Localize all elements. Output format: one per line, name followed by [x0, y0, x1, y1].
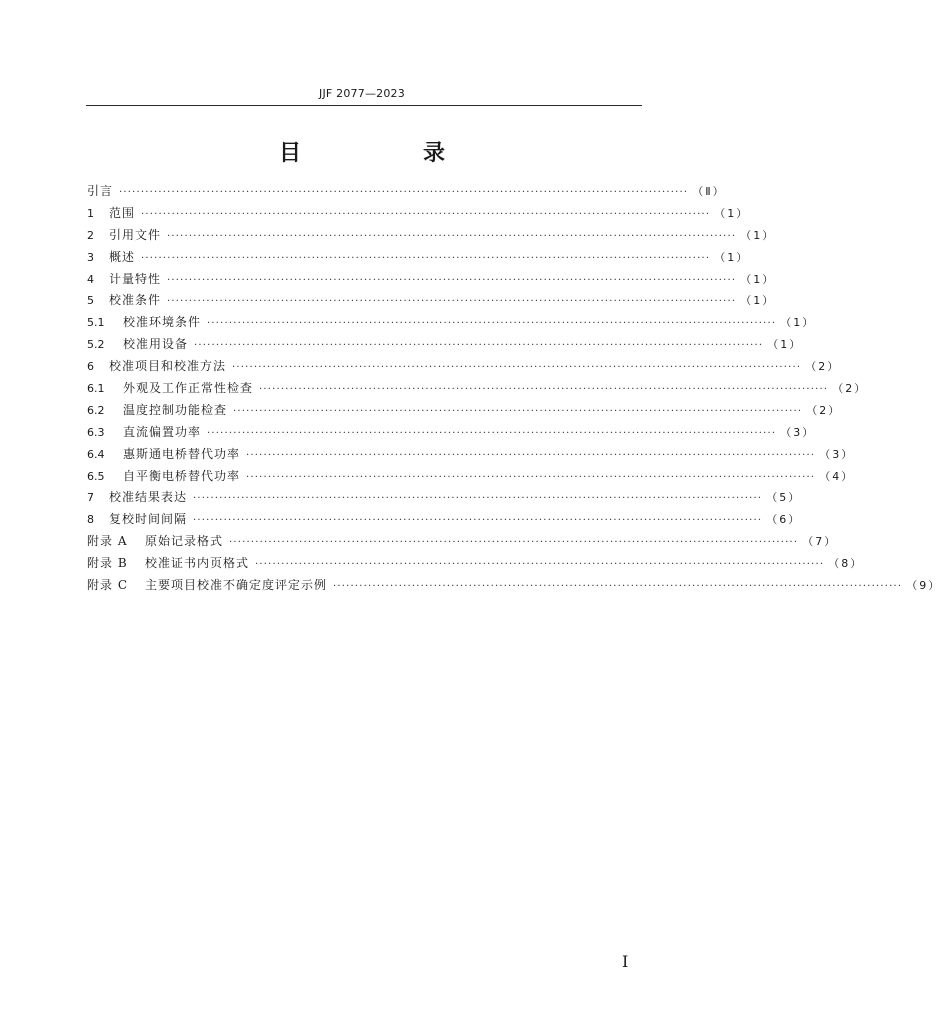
toc-entry-4[interactable] [87, 269, 776, 291]
toc-label: 主要项目校准不确定度评定示例 [145, 578, 328, 593]
toc-page-ref: （Ⅱ） [692, 185, 726, 198]
toc-number: 6.4 [87, 447, 105, 461]
toc-entry-5-1[interactable] [87, 312, 816, 334]
toc-label: 概述 [109, 249, 136, 264]
toc-number: 6.2 [87, 403, 105, 417]
toc-dot-leader: ·································································································································· [193, 493, 763, 505]
toc-number: 4 [87, 272, 94, 286]
page-title: 目 录 [278, 141, 495, 166]
toc-entry-6-2[interactable] [87, 400, 842, 422]
toc-dot-leader: ·································································································································· [229, 537, 799, 549]
toc-page-ref: （3） [819, 447, 855, 461]
toc-dot-leader: ·································································································································· [167, 274, 737, 286]
toc-entry-appendix-c[interactable] [87, 575, 941, 597]
toc-dot-leader: ·································································································································· [207, 318, 777, 330]
toc-dot-leader: ·································································································································· [141, 208, 711, 220]
toc-label: 复校时间间隔 [109, 512, 188, 527]
toc-label: 自平衡电桥替代功率 [123, 468, 241, 483]
toc-number: 5.2 [87, 338, 105, 352]
toc-label: 直流偏置功率 [123, 424, 202, 439]
toc-page-ref: （1） [767, 338, 803, 352]
toc-entry-appendix-a[interactable] [87, 531, 838, 553]
standard-code: JJF 2077—2023 [319, 87, 405, 100]
toc-page-ref: （1） [780, 316, 816, 330]
toc-entry-appendix-b[interactable] [87, 553, 864, 575]
toc-label: 引用文件 [109, 227, 162, 242]
toc-number: 6.5 [87, 469, 105, 483]
toc-label: 校准用设备 [123, 337, 189, 352]
toc-entry-6-1[interactable] [87, 378, 868, 400]
toc-dot-leader: ·································································································································· [246, 471, 816, 483]
toc-page-ref: （9） [906, 579, 941, 593]
toc-page-ref: （1） [740, 228, 776, 242]
table-of-contents [87, 181, 941, 597]
toc-dot-leader: ·································································································································· [193, 515, 763, 527]
toc-dot-leader: ·································································································································· [255, 559, 825, 571]
toc-label: 校准条件 [109, 293, 162, 308]
toc-number: 8 [87, 513, 94, 527]
toc-number: 5 [87, 294, 94, 308]
toc-entry-1[interactable] [87, 203, 750, 225]
toc-page-ref: （7） [802, 535, 838, 549]
toc-number: 3 [87, 250, 94, 264]
toc-label: 范围 [109, 205, 136, 220]
toc-dot-leader: ·································································································································· [232, 362, 802, 374]
toc-page-ref: （2） [805, 360, 841, 374]
toc-label: 温度控制功能检查 [123, 402, 228, 417]
toc-entry-7[interactable] [87, 487, 802, 509]
toc-entry-6[interactable] [87, 356, 841, 378]
toc-number: 1 [87, 206, 94, 220]
toc-label: 校准结果表达 [109, 490, 188, 505]
toc-number: 6.1 [87, 382, 105, 396]
toc-page-ref: （3） [780, 425, 816, 439]
toc-entry-6-5[interactable] [87, 466, 855, 488]
toc-dot-leader: ·································································································································· [194, 340, 764, 352]
toc-label: 引言 [87, 184, 114, 198]
toc-page-ref: （5） [766, 491, 802, 505]
toc-entry-6-3[interactable] [87, 422, 816, 444]
toc-page-ref: （8） [828, 557, 864, 571]
toc-dot-leader: ·································································································································· [246, 449, 816, 461]
toc-page-ref: （2） [806, 403, 842, 417]
header-divider [86, 105, 642, 106]
toc-number: 附录 A [87, 534, 128, 549]
toc-label: 原始记录格式 [145, 534, 224, 549]
toc-label: 校准环境条件 [123, 315, 202, 330]
toc-number: 附录 B [87, 556, 128, 571]
toc-entry-2[interactable] [87, 225, 776, 247]
toc-dot-leader: ·································································································································· [207, 427, 777, 439]
toc-dot-leader: ·································································································································· [167, 296, 737, 308]
toc-page-ref: （1） [714, 250, 750, 264]
toc-number: 7 [87, 491, 94, 505]
toc-label: 计量特性 [109, 271, 162, 286]
toc-number: 6 [87, 360, 94, 374]
toc-page-ref: （1） [740, 272, 776, 286]
toc-number: 2 [87, 228, 94, 242]
toc-page-ref: （1） [740, 294, 776, 308]
toc-entry-5[interactable] [87, 290, 776, 312]
toc-number: 5.1 [87, 316, 105, 330]
toc-label: 外观及工作正常性检查 [123, 381, 254, 396]
toc-dot-leader: ·································································································································· [119, 187, 689, 198]
toc-dot-leader: ·································································································································· [233, 405, 803, 417]
toc-dot-leader: ·································································································································· [333, 581, 903, 593]
toc-number: 附录 C [87, 578, 128, 593]
toc-page-ref: （1） [714, 206, 750, 220]
toc-entry-3[interactable] [87, 247, 750, 269]
toc-entry-5-2[interactable] [87, 334, 803, 356]
toc-page-ref: （2） [832, 382, 868, 396]
toc-label: 惠斯通电桥替代功率 [123, 446, 241, 461]
toc-page-ref: （4） [819, 469, 855, 483]
toc-dot-leader: ·································································································································· [259, 384, 829, 396]
toc-entry-foreword[interactable] [87, 181, 726, 203]
toc-number: 6.3 [87, 425, 105, 439]
toc-page-ref: （6） [766, 513, 802, 527]
toc-label: 校准项目和校准方法 [109, 359, 227, 374]
toc-entry-8[interactable] [87, 509, 802, 531]
toc-entry-6-4[interactable] [87, 444, 855, 466]
page-number: I [622, 952, 629, 971]
toc-dot-leader: ·································································································································· [167, 230, 737, 242]
toc-dot-leader: ·································································································································· [141, 252, 711, 264]
toc-label: 校准证书内页格式 [145, 556, 250, 571]
